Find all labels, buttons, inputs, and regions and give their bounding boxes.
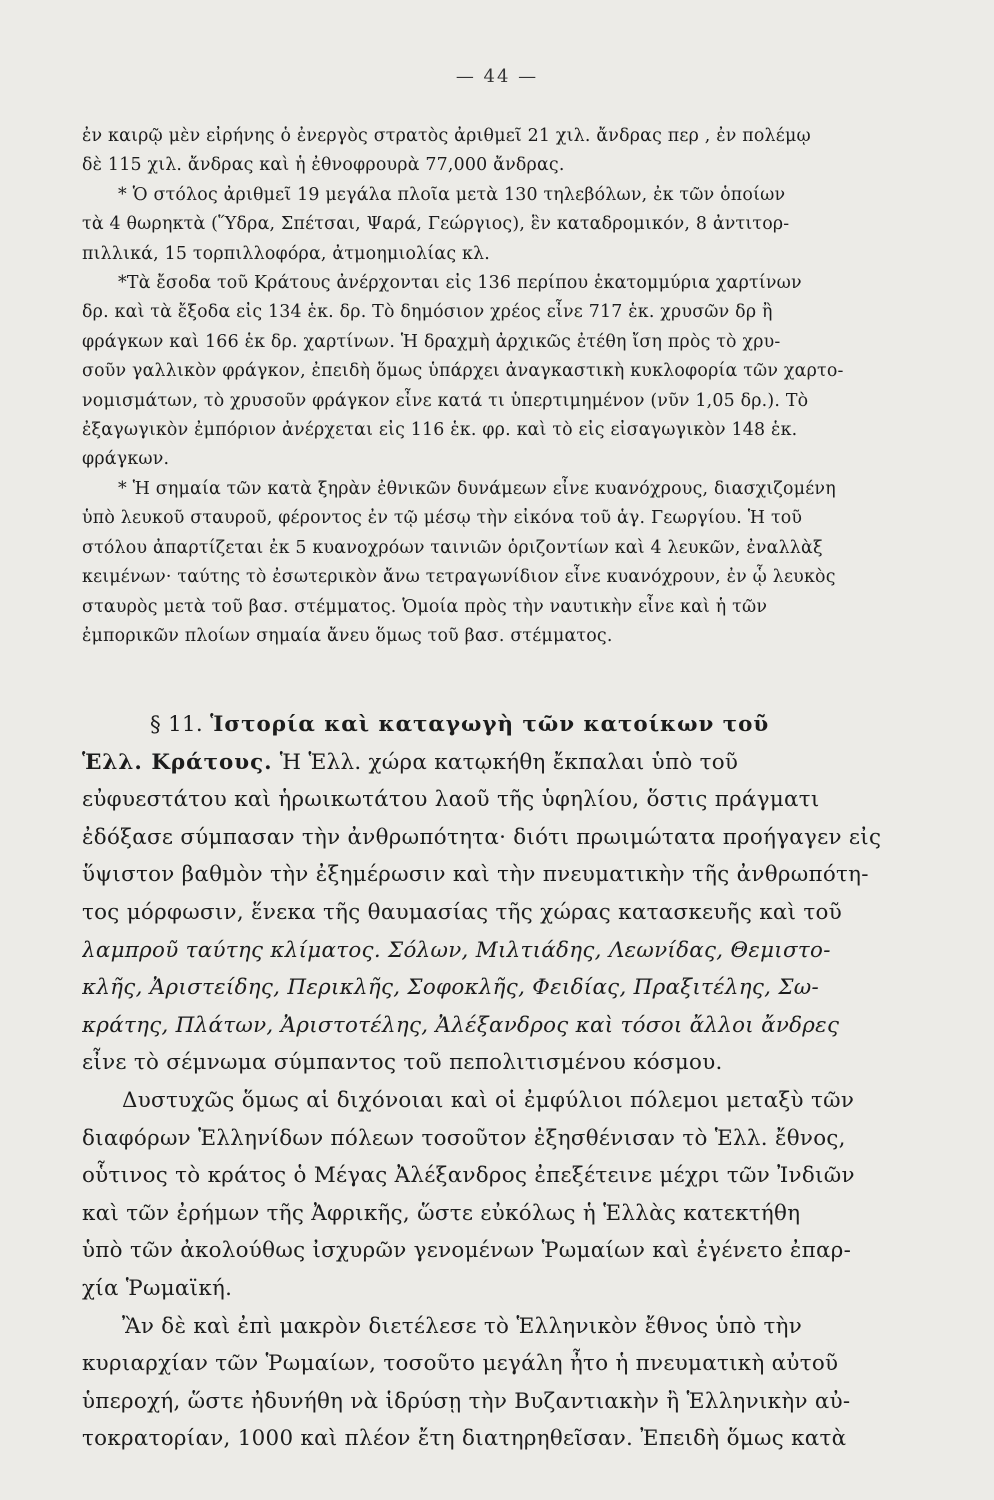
text-line: ἐξαγωγικὸν ἐμπόριον ἀνέρχεται εἰς 116 ἑκ. φρ. καὶ τὸ εἰς εἰσαγωγικὸν 148 ἑκ. bbox=[82, 420, 798, 441]
text-line: * Ἡ σημαία τῶν κατὰ ξηρὰν ἐθνικῶν δυνάμεων εἶνε κυανόχρους, διασχιζομένη bbox=[118, 478, 836, 499]
text-line: δρ. καὶ τὰ ἔξοδα εἰς 134 ἑκ. δρ. Τὸ δημόσιον χρέος εἶνε 717 ἑκ. χρυσῶν δρ ἢ bbox=[82, 302, 773, 323]
main-body bbox=[82, 706, 914, 1458]
text-line: ἐδόξασε σύμπασαν τὴν ἀνθρωπότητα· διότι πρωιμώτατα προήγαγεν εἰς bbox=[82, 824, 882, 850]
text-line: διαφόρων Ἑλληνίδων πόλεων τοσοῦτον ἐξησθένισαν τὸ Ἑλλ. ἔθνος, bbox=[82, 1125, 846, 1151]
text-line: νομισμάτων, τὸ χρυσοῦν φράγκον εἶνε κατά τι ὑπερτιμημένον (νῦν 1,05 δρ.). Τὸ bbox=[82, 390, 809, 411]
text-line: τος μόρφωσιν, ἕνεκα τῆς θαυμασίας τῆς χώρας κατασκευῆς καὶ τοῦ bbox=[82, 899, 843, 925]
text-line: σταυρὸς μετὰ τοῦ βασ. στέμματος. Ὁμοία πρὸς τὴν ναυτικὴν εἶνε καὶ ἡ τῶν bbox=[82, 596, 768, 617]
text-line: φράγκων καὶ 166 ἑκ δρ. χαρτίνων. Ἡ δραχμὴ ἀρχικῶς ἐτέθη ἴση πρὸς τὸ χρυ- bbox=[82, 331, 781, 352]
text-line: Ἂν δὲ καὶ ἐπὶ μακρὸν διετέλεσε τὸ Ἑλληνικὸν ἔθνος ὑπὸ τὴν bbox=[122, 1313, 803, 1339]
text-line: κυριαρχίαν τῶν Ῥωμαίων, τοσοῦτο μεγάλη ἦτο ἡ πνευματικὴ αὐτοῦ bbox=[82, 1351, 839, 1377]
text-line: ὕψιστον βαθμὸν τὴν ἐξημέρωσιν καὶ τὴν πνευματικὴν τῆς ἀνθρωπότη- bbox=[82, 862, 869, 888]
text-line: δὲ 115 χιλ. ἄνδρας καὶ ἡ ἐθνοφρουρὰ 77,000 ἄνδρας. bbox=[82, 155, 565, 176]
section-heading: Ἱστορία καὶ καταγωγὴ τῶν κατοίκων τοῦ bbox=[210, 712, 770, 737]
page-number: — 44 — bbox=[455, 66, 539, 87]
footnotes-block bbox=[82, 122, 914, 651]
text-line: χία Ῥωμαϊκή. bbox=[82, 1275, 233, 1301]
text-line: κλῆς, Ἀριστείδης, Περικλῆς, Σοφοκλῆς, Φειδίας, Πραξιτέλης, Σω- bbox=[82, 975, 820, 1001]
text-line: τοκρατορίαν, 1000 καὶ πλέον ἔτη διατηρηθεῖσαν. Ἐπειδὴ ὅμως κατὰ bbox=[82, 1426, 847, 1452]
text-line: λαμπροῦ ταύτης κλίματος. Σόλων, Μιλτιάδης, Λεωνίδας, Θεμιστο- bbox=[82, 937, 831, 963]
text-line: πιλλικά, 15 τορπιλλοφόρα, ἀτμοημιολίας κλ. bbox=[82, 243, 491, 264]
text-line: *Τὰ ἔσοδα τοῦ Κράτους ἀνέρχονται εἰς 136 περίπου ἑκατομμύρια χαρτίνων bbox=[118, 273, 802, 294]
text-line: ὑπὸ λευκοῦ σταυροῦ, φέροντος ἐν τῷ μέσῳ τὴν εἰκόνα τοῦ ἁγ. Γεωργίου. Ἡ τοῦ bbox=[82, 508, 803, 529]
text-line: ἐμπορικῶν πλοίων σημαία ἄνευ ὅμως τοῦ βασ. στέμματος. bbox=[82, 625, 613, 646]
section-heading-line bbox=[82, 744, 914, 782]
text-line: εὐφυεστάτου καὶ ἡρωικωτάτου λαοῦ τῆς ὑφηλίου, ὅστις πράγματι bbox=[82, 787, 820, 813]
text-line: Ἡ Ἑλλ. χώρα κατῳκήθη ἔκπαλαι ὑπὸ τοῦ bbox=[272, 749, 739, 775]
text-line: κράτης, Πλάτων, Ἀριστοτέλης, Ἀλέξανδρος καὶ τόσοι ἄλλοι ἄνδρες bbox=[82, 1012, 840, 1038]
text-line: εἶνε τὸ σέμνωμα σύμπαντος τοῦ πεπολιτισμένου κόσμου. bbox=[82, 1050, 723, 1076]
text-line: φράγκων. bbox=[82, 449, 170, 470]
section-heading-line bbox=[82, 706, 914, 744]
text-line: ὑπὸ τῶν ἀκολούθως ἰσχυρῶν γενομένων Ῥωμαίων καὶ ἐγένετο ἐπαρ- bbox=[82, 1238, 852, 1264]
text-line: καὶ τῶν ἐρήμων τῆς Ἀφρικῆς, ὥστε εὐκόλως ἡ Ἑλλὰς κατεκτήθη bbox=[82, 1200, 801, 1226]
text-line: σοῦν γαλλικὸν φράγκον, ἐπειδὴ ὅμως ὑπάρχει ἀναγκαστικὴ κυκλοφορία τῶν χαρτο- bbox=[82, 361, 844, 382]
text-line: τὰ 4 θωρηκτὰ (Ὕδρα, Σπέτσαι, Ψαρά, Γεώργιος), ἓν καταδρομικόν, 8 ἀντιτορ- bbox=[82, 214, 790, 235]
text-line: ἐν καιρῷ μὲν εἰρήνης ὁ ἐνεργὸς στρατὸς ἀριθμεῖ 21 χιλ. ἄνδρας περ , ἐν πολέμῳ bbox=[82, 126, 811, 146]
text-line: κειμένων· ταύτης τὸ ἐσωτερικὸν ἄνω τετραγωνίδιον εἶνε κυανόχρουν, ἐν ᾧ λευκὸς bbox=[82, 567, 836, 588]
text-line: στόλου ἀπαρτίζεται ἐκ 5 κυανοχρόων ταινιῶν ὁριζοντίων καὶ 4 λευκῶν, ἐναλλὰξ bbox=[82, 537, 823, 558]
section-number: § 11. bbox=[150, 712, 204, 737]
text-line: * Ὁ στόλος ἀριθμεῖ 19 μεγάλα πλοῖα μετὰ 130 τηλεβόλων, ἐκ τῶν ὁποίων bbox=[118, 184, 786, 205]
text-line: οὗτινος τὸ κράτος ὁ Μέγας Ἀλέξανδρος ἐπεξέτεινε μέχρι τῶν Ἰνδιῶν bbox=[82, 1163, 855, 1189]
text-line: ὑπεροχή, ὥστε ἠδυνήθη νὰ ἱδρύσῃ τὴν Βυζαντιακὴν ἢ Ἑλληνικὴν αὐ- bbox=[82, 1388, 851, 1414]
section-heading-continued: Ἑλλ. Κράτους. bbox=[82, 749, 273, 775]
text-line: Δυστυχῶς ὅμως αἱ διχόνοιαι καὶ οἱ ἐμφύλιοι πόλεμοι μεταξὺ τῶν bbox=[122, 1087, 855, 1113]
